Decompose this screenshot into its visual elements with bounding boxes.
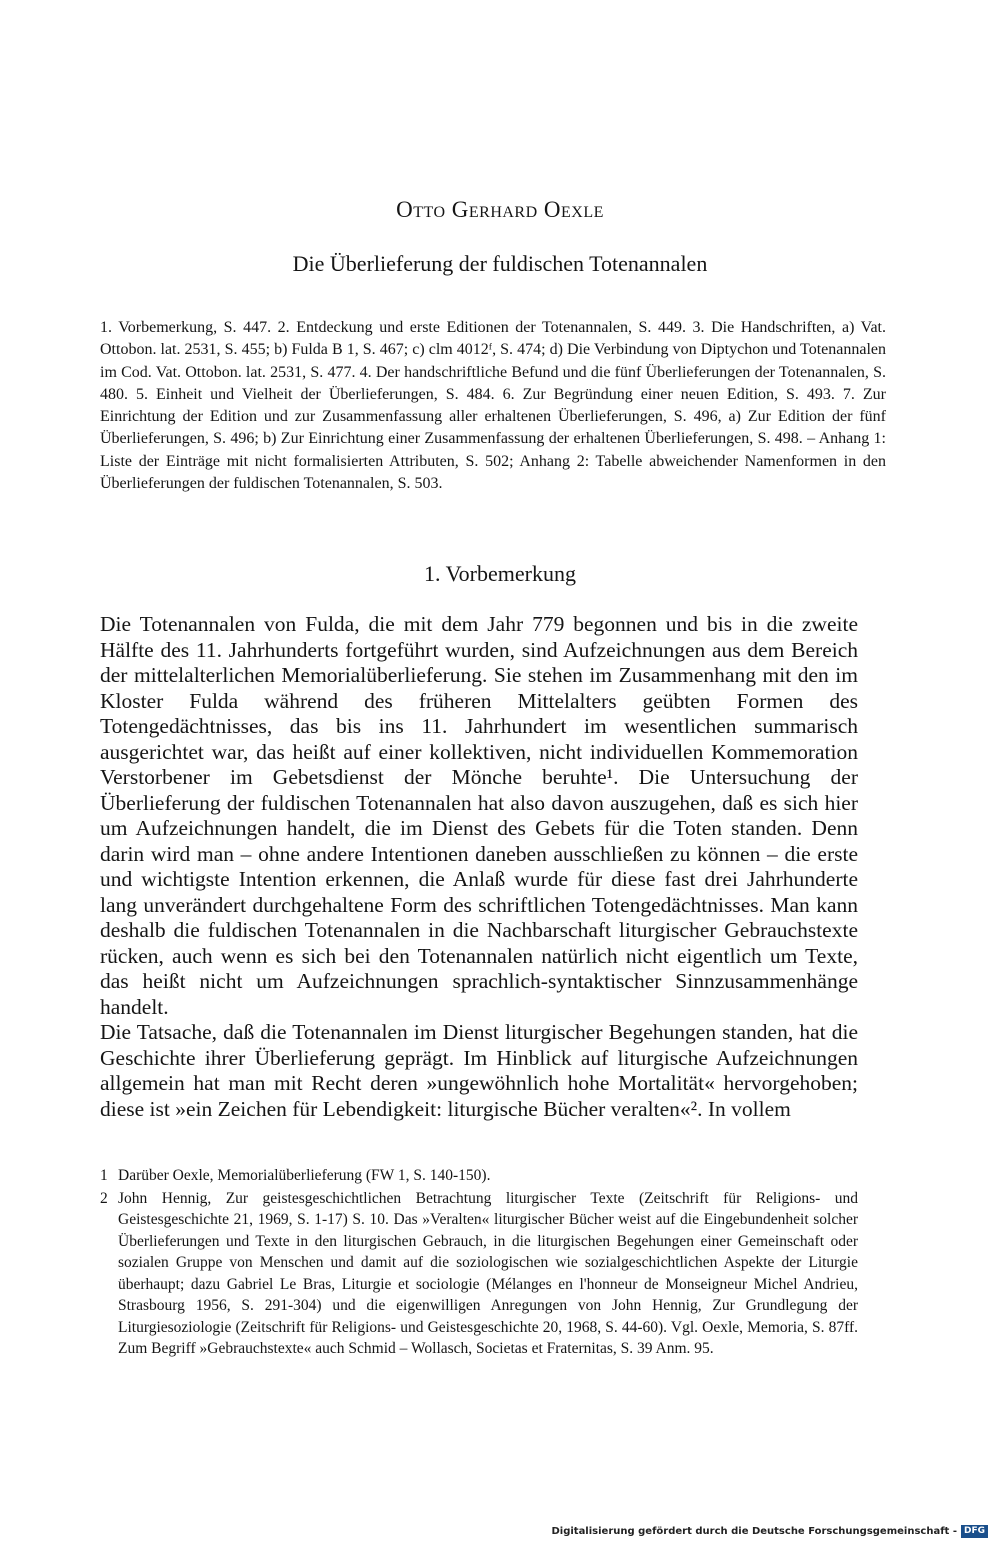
dfg-logo: DFG [961, 1525, 988, 1538]
credit-text: Digitalisierung gefördert durch die Deutsche Forschungsgemeinschaft - [551, 1526, 957, 1537]
paragraph: Die Tatsache, daß die Totenannalen im Dienst liturgischer Begehungen standen, hat die Geschichte ihrer Überlieferung geprägt. Im Hinblick auf liturgische Aufzeichnungen allgemein hat man mit Recht deren »ungewöhnlich hohe Mortalität« hervorgehoben; diese ist »ein Zeichen für Lebendigkeit: liturgische Bücher veralten«². In vollem [100, 1020, 858, 1121]
footnote-text: John Hennig, Zur geistesgeschichtlichen Betrachtung liturgischer Texte (Zeitschrift für Religions- und Geistesgeschichte 21, 1969, S. 1-17) S. 10. Das »Veralten« liturgischer Bücher weist auf die Eingebundenheit solcher Überlieferungen und Texte in den liturgischen Gebrauch, in die liturgischen Begehungen einer Gemeinschaft oder sozialen Gruppe von Menschen und damit auf die soziologischen wie sozialgeschichtlichen Aspekte der Liturgie überhaupt; dazu Gabriel Le Bras, Liturgie et sociologie (Mélanges en l'honneur de Monseigneur Michel Andrieu, Strasbourg 1956, S. 291-304) und die eigenwilligen Anregungen von John Hennig, Zur Grundlegung der Liturgiesoziologie (Zeitschrift für Religions- und Geistesgeschichte 20, 1968, S. 44-60). Vgl. Oexle, Memoria, S. 87ff. Zum Begriff »Gebrauchstexte« auch Schmid – Wollasch, Societas et Fraternitas, S. 39 Anm. 95. [118, 1189, 858, 1357]
footnote-text: Darüber Oexle, Memorialüberlieferung (FW 1, S. 140-150). [118, 1167, 491, 1184]
footnote [100, 1188, 858, 1360]
article-title: Die Überlieferung der fuldischen Totenannalen [292, 251, 708, 276]
footnotes [100, 1165, 858, 1361]
footnote-number: 1 [100, 1167, 108, 1184]
author-name: Otto Gerhard Oexle [396, 197, 604, 222]
digitization-credit [551, 1525, 988, 1538]
section-heading: 1. Vorbemerkung [424, 561, 576, 586]
footnote [100, 1165, 858, 1187]
table-of-contents: 1. Vorbemerkung, S. 447. 2. Entdeckung und erste Editionen der Totenannalen, S. 449. 3. Die Handschriften, a) Vat. Ottobon. lat. 2531, S. 455; b) Fulda B 1, S. 467; c) clm 4012ᶠ, S. 474; d) Die Verbindung von Diptychon und Totenannalen im Cod. Vat. Ottobon. lat. 2531, S. 477. 4. Der handschriftliche Befund und die fünf Überlieferungen der Totenannalen, S. 480. 5. Einheit und Vielheit der Überlieferungen, S. 484. 6. Zur Begründung einer neuen Edition, S. 493. 7. Zur Einrichtung der Edition und zur Zusammenfassung aller erhaltenen Überlieferungen, S. 496, a) Zur Edition der fünf Überlieferungen, S. 496; b) Zur Einrichtung einer Zusammenfassung der erhaltenen Überlieferungen, S. 498. – Anhang 1: Liste der Einträge mit nicht formalisierten Attributen, S. 502; Anhang 2: Tabelle abweichender Namenformen in den Überlieferungen der fuldischen Totenannalen, S. 503. [100, 319, 886, 493]
footnote-number: 2 [100, 1189, 108, 1207]
body-text [100, 612, 858, 1122]
paragraph: Die Totenannalen von Fulda, die mit dem Jahr 779 begonnen und bis in die zweite Hälfte des 11. Jahrhunderts fortgeführt wurden, sind Aufzeichnungen aus dem Bereich der mittelalterlichen Memorialüberlieferung. Sie stehen im Zusammenhang mit den im Kloster Fulda während des früheren Mittelalters geübten Formen des Totengedächtnisses, das bis ins 11. Jahrhundert im wesentlichen summarisch ausgerichtet war, das heißt auf einer kollektiven, nicht individuellen Kommemoration Verstorbener im Gebetsdienst der Mönche beruhte¹. Die Untersuchung der Überlieferung der fuldischen Totenannalen hat also davon auszugehen, daß es sich hier um Aufzeichnungen handelt, die im Dienst des Gebets für die Toten standen. Denn darin wird man – ohne andere Intentionen daneben ausschließen zu können – die erste und wichtigste Intention erkennen, die Anlaß wurde für diese fast drei Jahrhunderte lang unverändert durchgehaltene Form des schriftlichen Totengedächtnisses. Man kann deshalb die fuldischen Totenannalen in die Nachbarschaft liturgischer Gebrauchstexte rücken, auch wenn es sich bei den Totenannalen natürlich nicht eigentlich um Texte, das heißt nicht um Aufzeichnungen sprachlich-syntaktischer Sinnzusammenhänge handelt. [100, 612, 858, 1019]
